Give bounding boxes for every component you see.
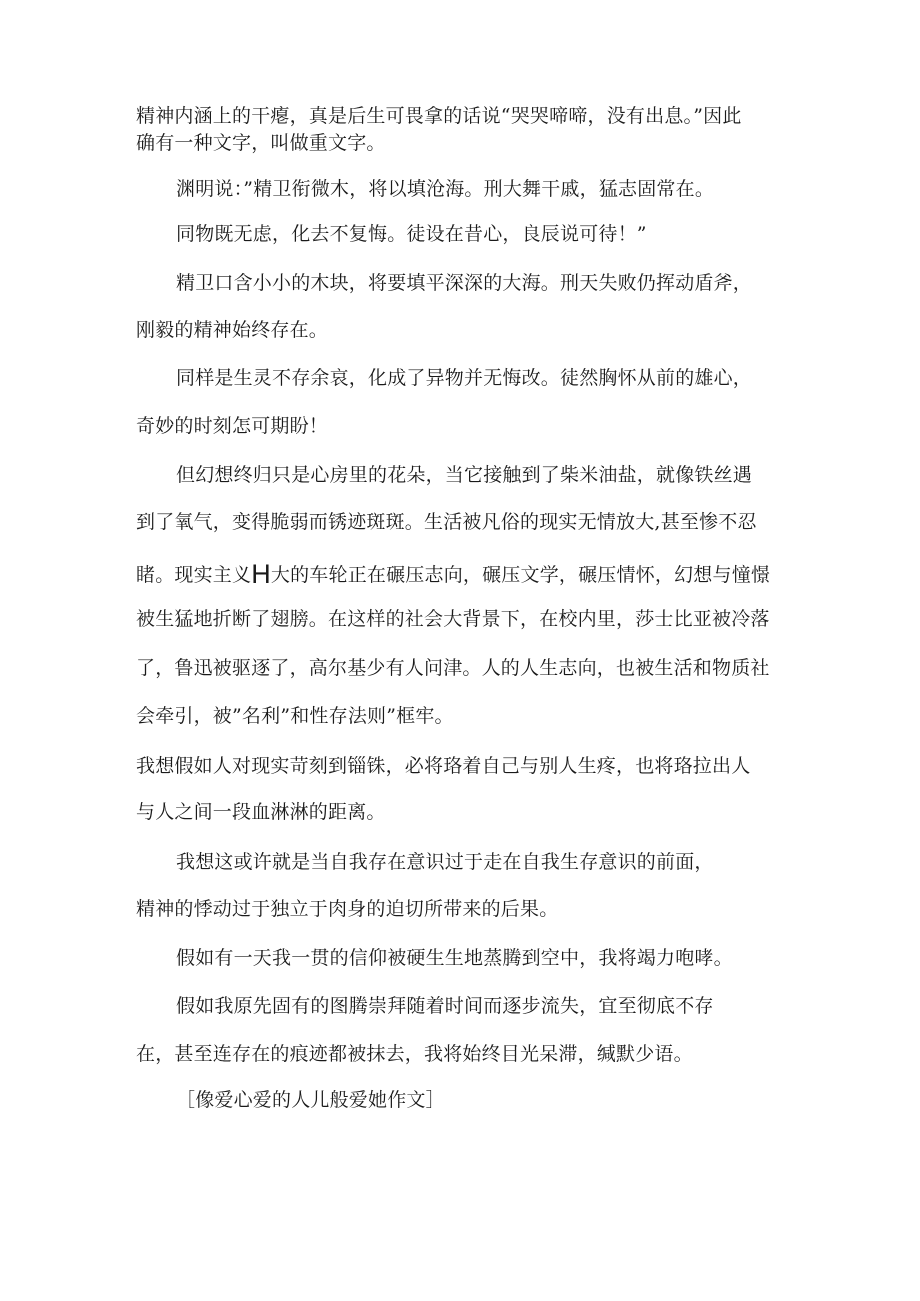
text-line: 确有一种文字，叫做重文字。 xyxy=(136,132,386,154)
text-line: 被生猛地折断了翅膀。在这样的社会大背景下，在校内里，莎士比亚被冷落 xyxy=(136,608,770,630)
text-line: 同物既无虑，化去不复悔。徒设在昔心，良辰说可待！” xyxy=(176,223,647,245)
text-line: 精卫口含小小的木块，将要填平深深的大海。刑天失败仍挥动盾斧， xyxy=(176,272,753,294)
enlarged-letter: H xyxy=(251,559,271,589)
text-line: 会牵引，被”名利”和性存法则”框牢。 xyxy=(136,705,454,727)
text-line xyxy=(136,561,770,588)
text-line: 但幻想终归只是心房里的花朵，当它接触到了柴米油盐，就像铁丝遇 xyxy=(176,464,753,486)
text-line: 同样是生灵不存余哀，化成了异物并无悔改。徒然胸怀从前的雄心， xyxy=(176,367,753,389)
text-line: 了，鲁迅被驱逐了，高尔基少有人问津。人的人生志向，也被生活和物质社 xyxy=(136,657,770,679)
text-line: 到了氧气，变得脆弱而锈迹斑斑。生活被凡俗的现实无情放大,甚至惨不忍 xyxy=(136,511,757,533)
text-line: 我想这或许就是当自我存在意识过于走在自我生存意识的前面， xyxy=(176,851,714,873)
text-line: 假如我原先固有的图腾崇拜随着时间而逐步流失，宜至彻底不存 xyxy=(176,995,714,1017)
text-line: 精神的悸动过于独立于肉身的迫切所带来的后果。 xyxy=(136,898,559,920)
text-line: 我想假如人对现实苛刻到锱铢，必将珞着自己与别人生疼，也将珞拉出人 xyxy=(136,755,751,777)
text-segment: 大的车轮正在碾压志向，碾压文学，碾压情怀，幻想与憧憬 xyxy=(270,564,771,586)
text-line: 与人之间一段血淋淋的距离。 xyxy=(136,801,386,823)
text-line: 奇妙的时刻怎可期盼！ xyxy=(136,415,329,437)
text-line: 精神内涵上的干瘪，真是后生可畏拿的话说“哭哭啼啼，没有出息。”因此 xyxy=(136,105,742,127)
text-line: 渊明说：”精卫衔微木，将以填沧海。刑大舞干戚，猛志固常在。 xyxy=(176,178,715,200)
text-line: 刚毅的精神始终存在。 xyxy=(136,319,329,341)
text-segment: 睹。现实主义 xyxy=(136,564,252,586)
text-line: 假如有一天我一贯的信仰被硬生生地蒸腾到空中，我将竭力咆哮。 xyxy=(176,947,733,969)
text-line: ［像爱心爱的人儿般爱她作文］ xyxy=(176,1089,445,1111)
text-line: 在，甚至连存在的痕迹都被抹去，我将始终目光呆滞，缄默少语。 xyxy=(136,1043,693,1065)
